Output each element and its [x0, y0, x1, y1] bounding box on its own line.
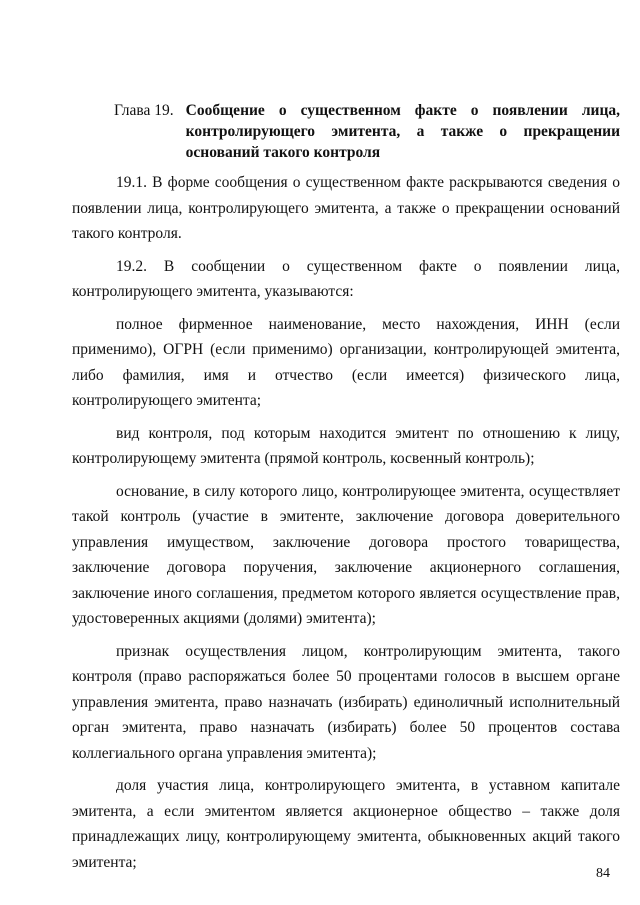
document-body [72, 170, 620, 882]
chapter-label: Глава 19. [114, 102, 174, 119]
list-item-full-name: полное фирменное наименование, место нахождения, ИНН (если применимо), ОГРН (если применимо) организации, контролирующей эмитента, либо фамилия, имя и отчество (если имеется) физического лица, контролирующего эмитента; [72, 315, 620, 409]
list-item-control-basis: основание, в силу которого лицо, контролирующее эмитента, осуществляет такой контроль (участие в эмитенте, заключение договора доверительного управления имуществом, заключение договора простого товарищества, заключение договора поручения, заключение акционерного соглашения, заключение иного соглашения, предметом которого является осуществление прав, удостоверенных акциями (долями) эмитента); [72, 482, 620, 627]
paragraph-19-2: 19.2. В сообщении о существенном факте о появлении лица, контролирующего эмитента, указываются: [72, 257, 620, 300]
chapter-heading [114, 100, 620, 163]
list-item-control-type: вид контроля, под которым находится эмитент по отношению к лицу, контролирующему эмитента (прямой контроль, косвенный контроль); [72, 424, 620, 467]
chapter-title: Сообщение о существенном факте о появлении лица, контролирующего эмитента, а также о прекращении оснований такого контроля [185, 102, 620, 161]
list-item-control-sign: признак осуществления лицом, контролирующим эмитента, такого контроля (право распоряжаться более 50 процентами голосов в высшем органе управления эмитента, право назначать (избирать) единоличный исполнительный орган эмитента, право назначать (избирать) более 50 процентов состава коллегиального органа управления эмитента); [72, 642, 620, 762]
page-number: 84 [596, 866, 610, 881]
paragraph-19-1: 19.1. В форме сообщения о существенном факте раскрываются сведения о появлении лица, контролирующего эмитента, а также о прекращении оснований такого контроля. [72, 174, 620, 242]
list-item-share: доля участия лица, контролирующего эмитента, в уставном капитале эмитента, а если эмитентом является акционерное общество – также доля принадлежащих лицу, контролирующему эмитента, обыкновенных акций такого эмитента; [72, 777, 620, 871]
